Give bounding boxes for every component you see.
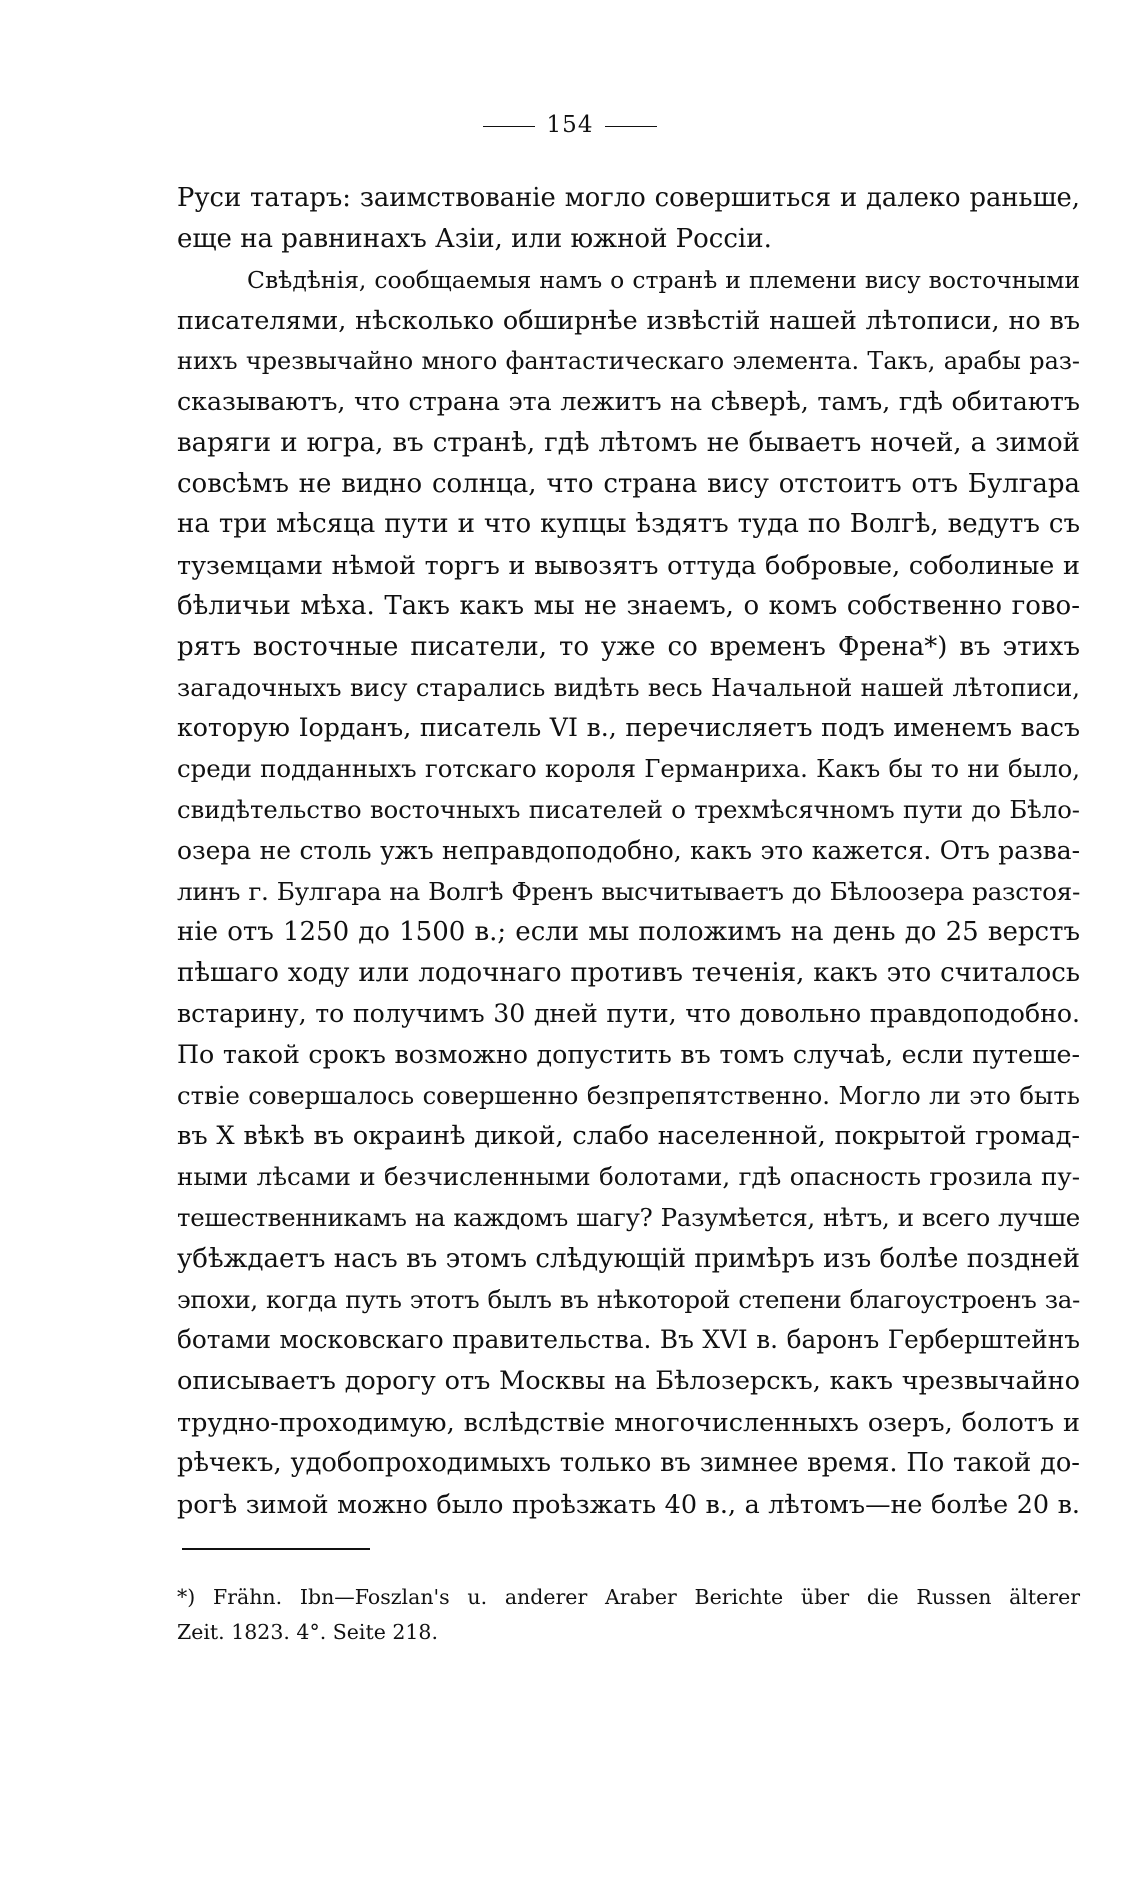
text-line: среди подданныхъ готскаго короля Германриха. Какъ бы то ни было, xyxy=(177,754,1080,784)
text-line: совсѣмъ не видно солнца, что страна вису отстоитъ отъ Булгара xyxy=(177,468,1080,499)
text-line: Руси татаръ: заимствованіе могло совершиться и далеко раньше, xyxy=(177,183,1080,213)
text-line: въ X вѣкѣ въ окраинѣ дикой, слабо населенной, покрытой громад- xyxy=(177,1121,1080,1152)
text-line: описываетъ дорогу отъ Москвы на Бѣлозерскъ, какъ чрезвычайно xyxy=(177,1366,1080,1397)
text-line: трудно-проходимую, вслѣдствіе многочисленныхъ озеръ, болотъ и xyxy=(177,1406,1080,1437)
text-line: рогѣ зимой можно было проѣзжать 40 в., а лѣтомъ—не болѣе 20 в. xyxy=(177,1488,1080,1519)
text-line: писателями, нѣсколько обширнѣе извѣстій нашей лѣтописи, но въ xyxy=(177,305,1080,336)
text-line: ными лѣсами и безчисленными болотами, гдѣ опасность грозила пу- xyxy=(177,1162,1080,1192)
text-line: встарину, то получимъ 30 дней пути, что довольно правдоподобно. xyxy=(177,998,1080,1028)
text-line: которую Іорданъ, писатель VI в., перечисляетъ подъ именемъ васъ xyxy=(177,713,1080,743)
text-line: свидѣтельство восточныхъ писателей о трехмѣсячномъ пути до Бѣло- xyxy=(177,794,1080,824)
main-text xyxy=(177,178,1080,1524)
text-line: на три мѣсяца пути и что купцы ѣздятъ туда по Волгѣ, ведутъ съ xyxy=(177,509,1080,540)
text-line: ніе отъ 1250 до 1500 в.; если мы положимъ на день до 25 верстъ xyxy=(177,917,1080,948)
page-number-header xyxy=(0,112,1140,138)
text-line: рѣчекъ, удобопроходимыхъ только въ зимнее время. По такой до- xyxy=(177,1447,1080,1478)
footnote-line: Zeit. 1823. 4°. Seite 218. xyxy=(177,1620,438,1644)
text-line: рятъ восточные писатели, то уже со временъ Френа*) въ этихъ xyxy=(177,631,1080,662)
text-line: озера не столь ужъ неправдоподобно, какъ это кажется. Отъ разва- xyxy=(177,835,1080,865)
footnote-line: *) Frähn. Ibn—Foszlan's u. anderer Araber Berichte über die Russen älterer xyxy=(177,1585,1080,1609)
page-number: 154 xyxy=(546,112,594,138)
text-line: сказываютъ, что страна эта лежитъ на сѣверѣ, тамъ, гдѣ обитаютъ xyxy=(177,386,1080,416)
text-line: варяги и югра, въ странѣ, гдѣ лѣтомъ не бываетъ ночей, а зимой xyxy=(177,427,1080,458)
text-line: бѣличьи мѣха. Такъ какъ мы не знаемъ, о комъ собственно гово- xyxy=(177,590,1080,621)
footnote xyxy=(177,1580,1080,1650)
text-line: загадочныхъ вису старались видѣть весь Начальной нашей лѣтописи, xyxy=(177,673,1080,702)
text-line: ствіе совершалось совершенно безпрепятственно. Могло ли это быть xyxy=(177,1080,1080,1110)
text-line: тешественникамъ на каждомъ шагу? Разумѣется, нѣтъ, и всего лучше xyxy=(177,1202,1080,1232)
text-line: убѣждаетъ насъ въ этомъ слѣдующій примѣръ изъ болѣе поздней xyxy=(177,1243,1080,1274)
footnote-separator xyxy=(182,1548,370,1550)
text-line: туземцами нѣмой торгъ и вывозятъ оттуда бобровые, соболиные и xyxy=(177,550,1080,581)
text-line: По такой срокъ возможно допустить въ томъ случаѣ, если путеше- xyxy=(177,1039,1080,1069)
left-dash xyxy=(483,126,535,127)
text-line: пѣшаго ходу или лодочнаго противъ теченія, какъ это считалось xyxy=(177,958,1080,989)
text-line: ботами московскаго правительства. Въ XVI в. баронъ Герберштейнъ xyxy=(177,1325,1080,1355)
text-line: Свѣдѣнія, сообщаемыя намъ о странѣ и племени вису восточными xyxy=(247,265,1080,294)
text-line: эпохи, когда путь этотъ былъ въ нѣкоторой степени благоустроенъ за- xyxy=(177,1284,1080,1314)
text-line: линъ г. Булгара на Волгѣ Френъ высчитываетъ до Бѣлоозера разстоя- xyxy=(177,876,1080,906)
text-line: еще на равнинахъ Азіи, или южной Россіи. xyxy=(177,223,772,254)
text-line: нихъ чрезвычайно много фантастическаго элемента. Такъ, арабы раз- xyxy=(177,347,1080,376)
right-dash xyxy=(605,126,657,127)
